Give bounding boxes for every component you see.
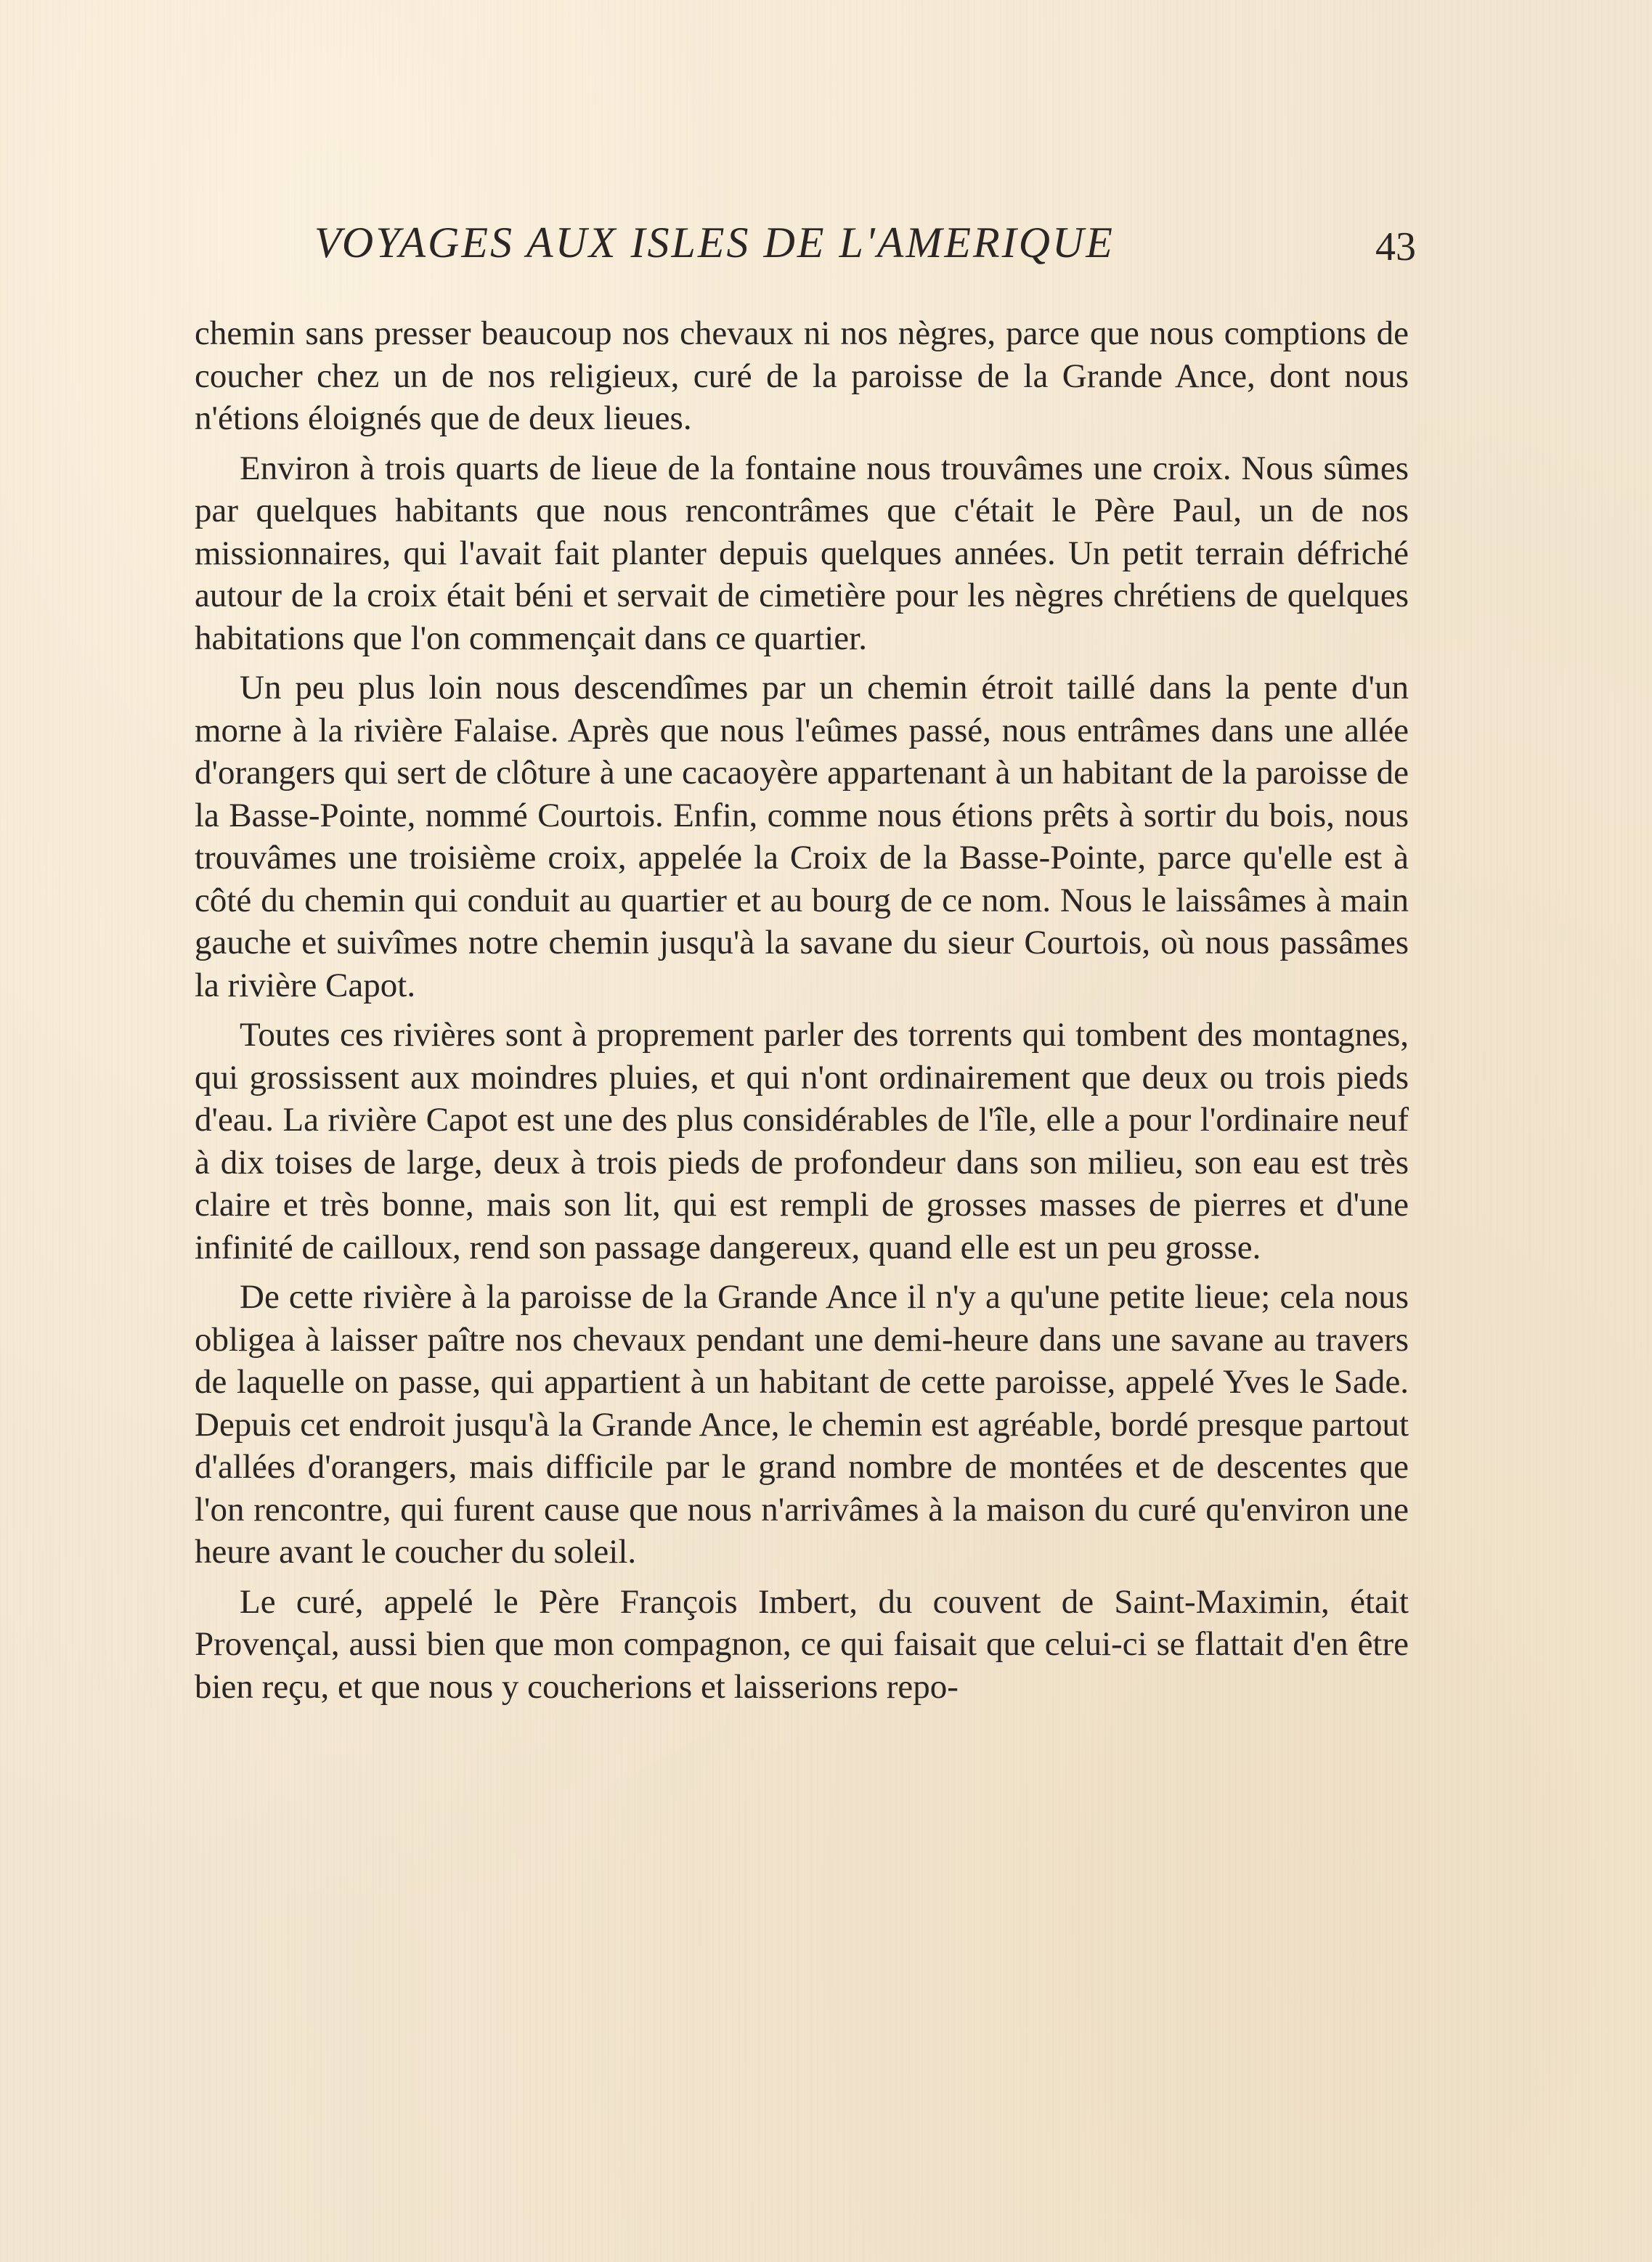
page-number: 43 [1375, 224, 1416, 269]
paragraph: chemin sans presser beaucoup nos chevaux ni nos nègres, parce que nous comptions de coucher chez un de nos religieux, curé de la paroisse de la Grande Ance, dont nous n'étions éloignés que de deux lieues. [195, 314, 1409, 437]
paragraph: Toutes ces rivières sont à proprement parler des torrents qui tombent des montagnes, qui grossissent aux moindres pluies, et qui n'ont ordinairement que deux ou trois pieds d'eau. La rivière Capot est une des plus considérables de l'île, elle a pour l'ordinaire neuf à dix toises de large, deux à trois pieds de profondeur dans son milieu, son eau est très claire et très bonne, mais son lit, qui est rempli de grosses masses de pierres et d'une infinité de cailloux, rend son passage dangereux, quand elle est un peu grosse. [195, 1016, 1409, 1266]
paragraph: Un peu plus loin nous descendîmes par un chemin étroit taillé dans la pente d'un morne à la rivière Falaise. Après que nous l'eûmes passé, nous entrâmes dans une allée d'orangers qui sert de clôture à une cacaoyère appartenant à un habitant de la paroisse de la Basse-Pointe, nommé Courtois. Enfin, comme nous étions prêts à sortir du bois, nous trouvâmes une troisième croix, appelée la Croix de la Basse-Pointe, parce qu'elle est à côté du chemin qui conduit au quartier et au bourg de ce nom. Nous le laissâmes à main gauche et suivîmes notre chemin jusqu'à la savane du sieur Courtois, où nous passâmes la rivière Capot. [195, 669, 1409, 1004]
paragraph: De cette rivière à la paroisse de la Grande Ance il n'y a qu'une petite lieue; cela nous obligea à laisser paître nos chevaux pendant une demi-heure dans une savane au travers de laquelle on passe, qui appartient à un habitant de cette paroisse, appelé Yves le Sade. Depuis cet endroit jusqu'à la Grande Ance, le chemin est agréable, bordé presque partout d'allées d'orangers, mais difficile par le grand nombre de montées et de descentes que l'on rencontre, qui furent cause que nous n'arrivâmes à la maison du curé qu'environ une heure avant le coucher du soleil. [195, 1278, 1409, 1571]
paragraph: Le curé, appelé le Père François Imbert, du couvent de Saint-Maximin, était Provençal, aussi bien que mon compagnon, ce qui faisait que celui-ci se flattait d'en être bien reçu, et que nous y coucherions et laisserions repo- [195, 1582, 1409, 1706]
book-page [195, 218, 1416, 1715]
body-text [195, 312, 1409, 1708]
running-title: VOYAGES AUX ISLES DE L'AMERIQUE [314, 219, 1115, 267]
running-head [195, 218, 1416, 283]
paragraph: Environ à trois quarts de lieue de la fontaine nous trouvâmes une croix. Nous sûmes par quelques habitants que nous rencontrâmes que c'était le Père Paul, un de nos missionnaires, qui l'avait fait planter depuis quelques années. Un petit terrain défriché autour de la croix était béni et servait de cimetière pour les nègres chrétiens de quelques habitations que l'on commençait dans ce quartier. [195, 449, 1409, 657]
